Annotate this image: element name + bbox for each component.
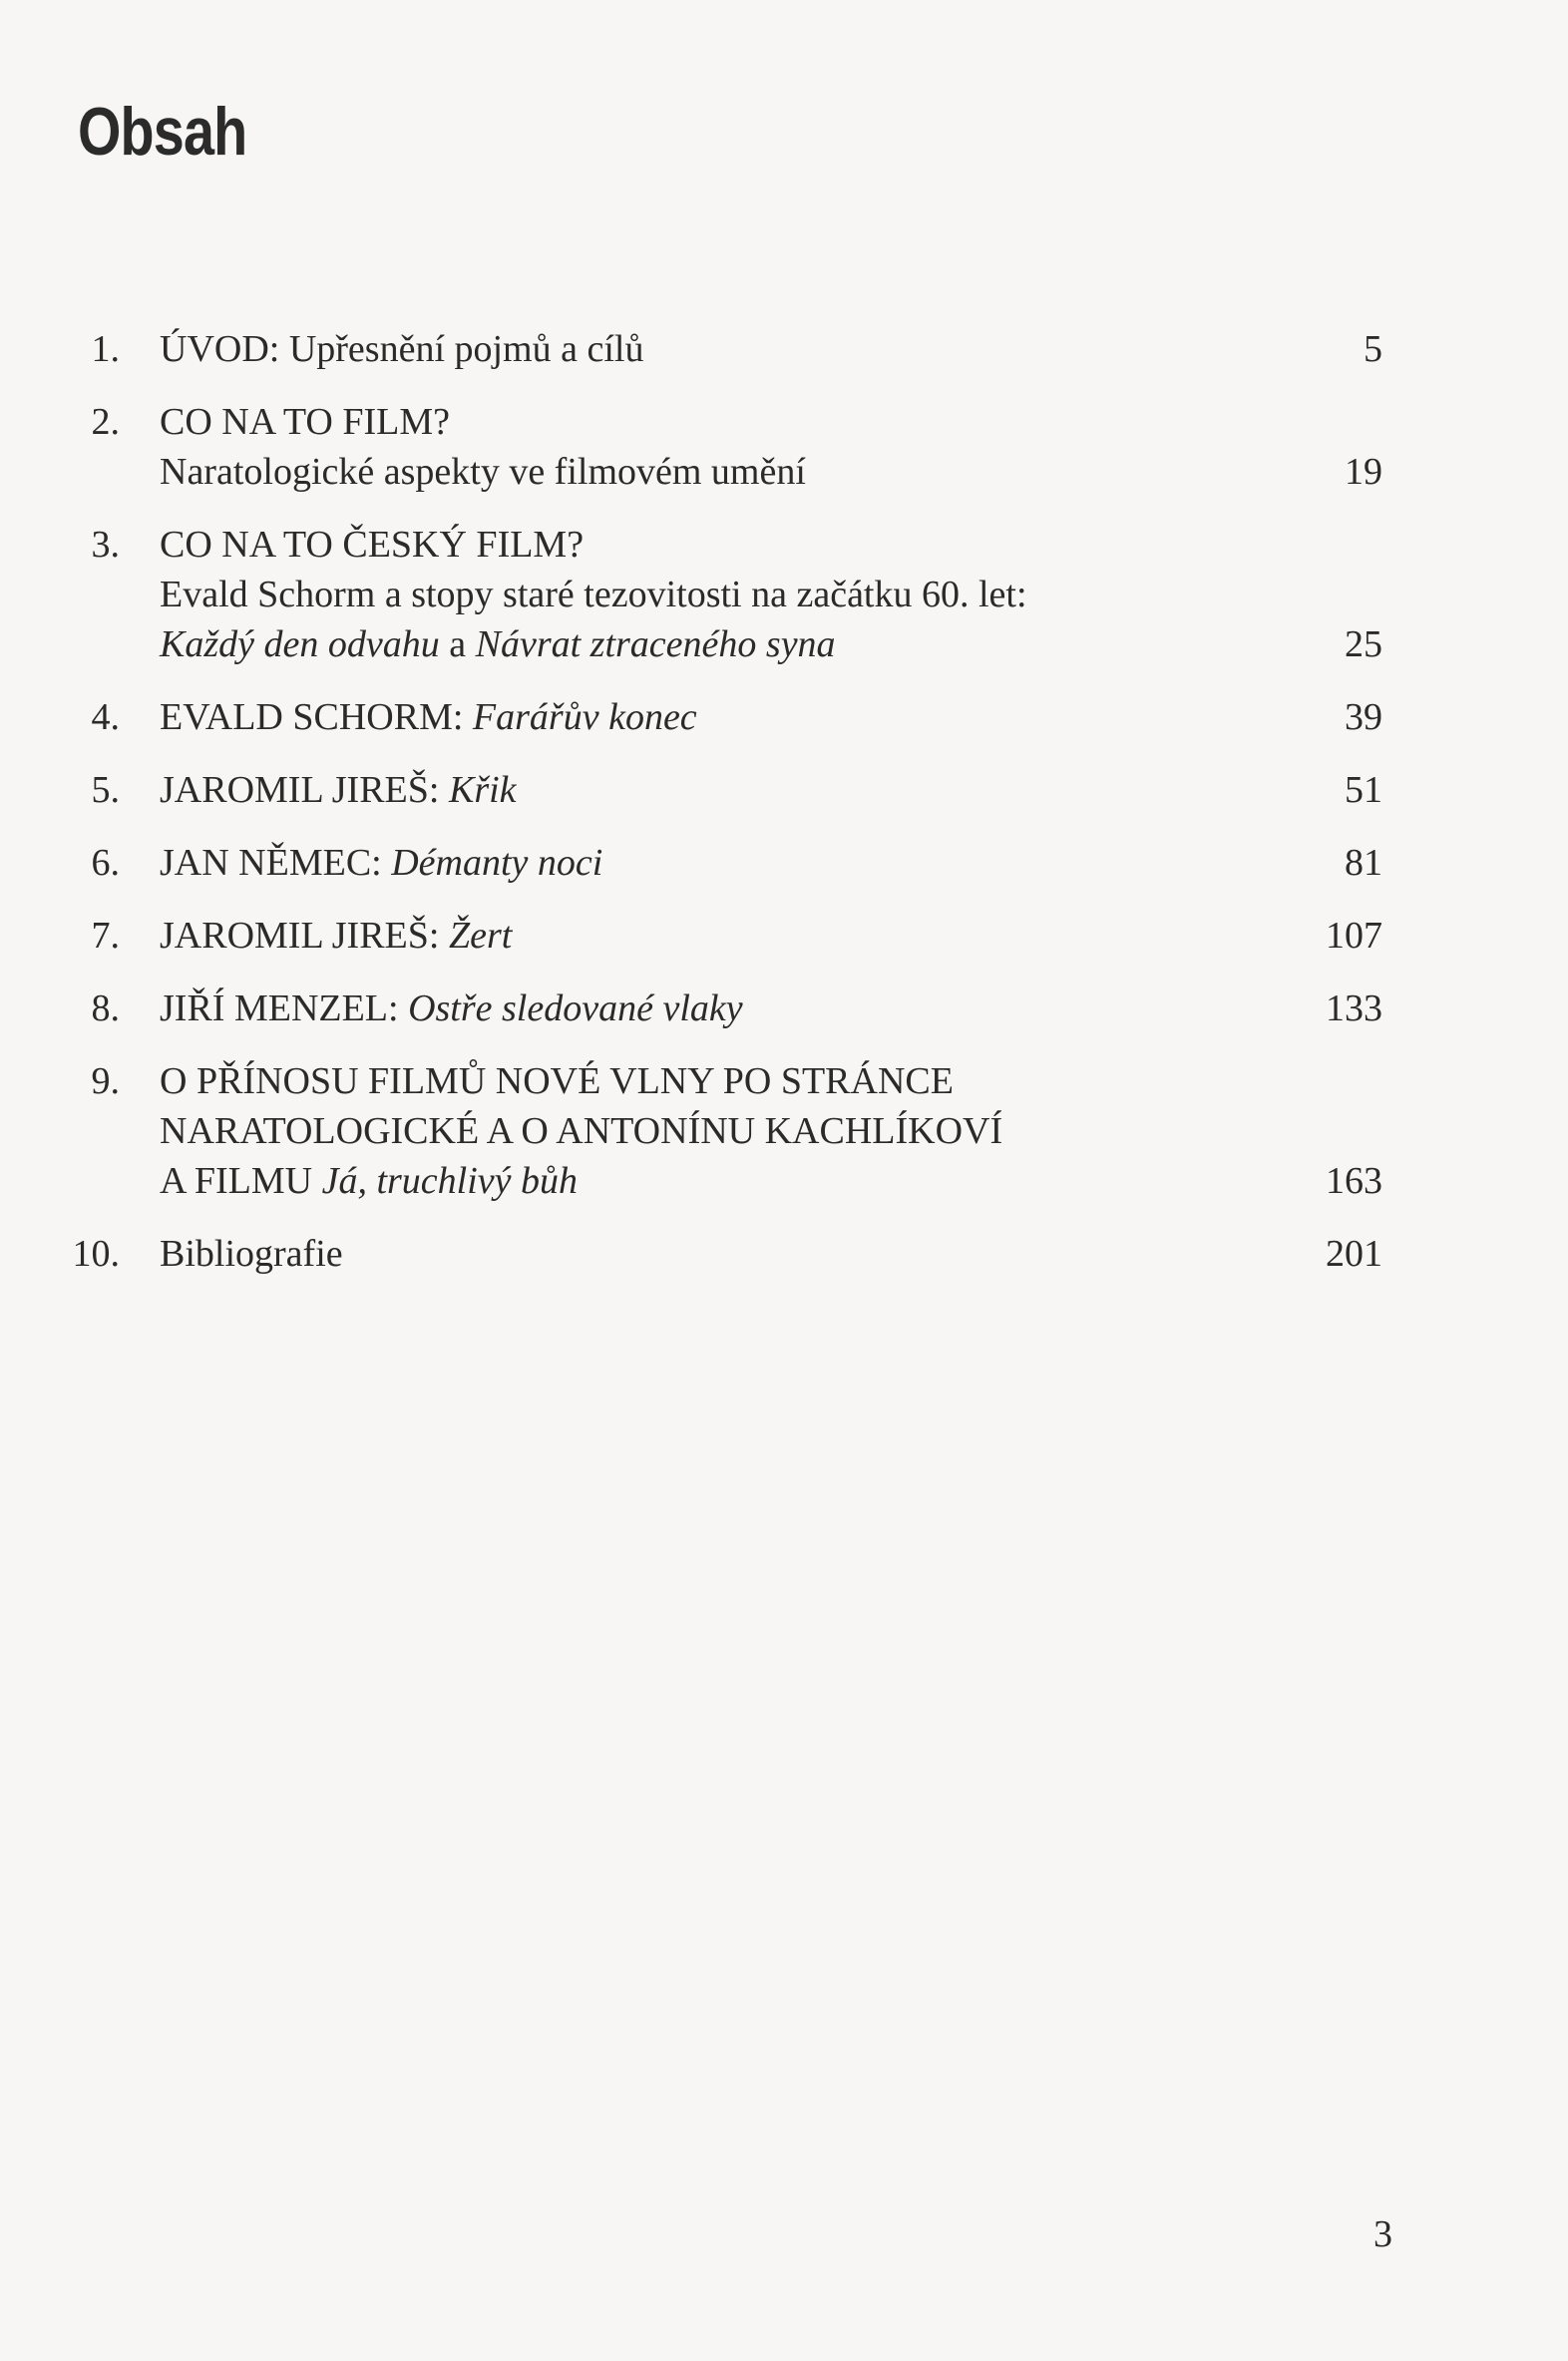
toc-entry-number: 6. [91,842,120,884]
toc-title-italic-segment: Farářův konec [472,696,697,738]
toc-entry-page: 19 [1345,451,1382,493]
toc-entry-number: 3. [91,524,120,566]
toc-entry [60,838,1382,888]
toc-entry-title [160,520,1263,669]
toc-title-segment: NARATOLOGICKÉ A O ANTONÍNU KACHLÍKOVÍ [160,1110,1003,1152]
toc-title-italic-segment: Návrat ztraceného syna [475,623,836,665]
toc-entry-title-line [160,1056,1263,1106]
toc-entry-page: 51 [1345,769,1382,811]
toc-entry-title-line [160,984,1263,1033]
toc-entry-title-line [160,619,1263,669]
toc-entry-number: 2. [91,401,120,443]
toc-entry-page: 133 [1326,987,1382,1029]
toc-entry-title [160,397,1263,497]
page-number: 3 [1373,2213,1392,2255]
toc-entry-title-line [160,324,1263,374]
toc-title-segment: EVALD SCHORM: [160,696,473,738]
toc-title-italic-segment: Žert [448,915,513,957]
toc-entry-number: 9. [91,1060,120,1102]
table-of-contents [60,324,1382,1302]
toc-title-italic-segment: Ostře sledované vlaky [408,987,743,1029]
toc-entry-title-line [160,838,1263,888]
toc-entry-number: 7. [91,915,120,957]
toc-entry [60,324,1382,374]
toc-entry [60,911,1382,961]
toc-title-segment: JAROMIL JIREŠ: [160,915,449,957]
toc-entry-title [160,911,1263,961]
toc-entry [60,984,1382,1033]
toc-title-italic-segment: Křik [448,769,517,811]
toc-entry-title-line [160,1156,1263,1206]
toc-entry [60,397,1382,497]
toc-entry-title-line [160,692,1263,742]
toc-entry-title-line [160,520,1263,570]
toc-title-segment: Bibliografie [160,1233,343,1275]
toc-title-segment: Naratologické aspekty ve filmovém umění [160,451,806,493]
toc-entry-title-line [160,447,1263,497]
toc-title-italic-segment: Každý den odvahu [160,623,440,665]
toc-title-segment: ÚVOD: Upřesnění pojmů a cílů [160,328,644,370]
toc-entry-title-line [160,911,1263,961]
toc-entry-page: 25 [1345,623,1382,665]
toc-entry-title-line [160,1229,1263,1279]
toc-title-segment: JAROMIL JIREŠ: [160,769,449,811]
toc-entry-number: 4. [91,696,120,738]
toc-entry-title [160,984,1263,1033]
toc-entry-number: 8. [91,987,120,1029]
toc-entry-title-line [160,397,1263,447]
toc-entry [60,1229,1382,1279]
toc-title-segment: Evald Schorm a stopy staré tezovitosti na začátku 60. let: [160,574,1027,615]
toc-entry-number: 5. [91,769,120,811]
toc-title-segment: a [439,623,476,665]
toc-entry-title-line [160,1106,1263,1156]
toc-entry-page: 107 [1326,915,1382,957]
toc-entry [60,520,1382,669]
toc-entry-title [160,1056,1263,1206]
toc-entry-title [160,324,1263,374]
toc-title-italic-segment: Démanty noci [391,842,603,884]
toc-title-segment: JAN NĚMEC: [160,842,392,884]
toc-entry-page: 5 [1364,328,1382,370]
toc-entry-number: 1. [91,328,120,370]
toc-entry-title [160,765,1263,815]
toc-entry-page: 81 [1345,842,1382,884]
toc-entry [60,1056,1382,1206]
toc-title-segment: CO NA TO ČESKÝ FILM? [160,524,585,566]
toc-entry-page: 201 [1326,1233,1382,1275]
toc-title-segment: CO NA TO FILM? [160,401,451,443]
toc-entry-title [160,692,1263,742]
toc-entry-page: 39 [1345,696,1382,738]
toc-title-italic-segment: Já, truchlivý bůh [321,1160,579,1202]
toc-entry-title-line [160,570,1263,619]
page-title: Obsah [78,94,247,170]
toc-entry [60,692,1382,742]
toc-entry-page: 163 [1326,1160,1382,1202]
toc-entry [60,765,1382,815]
toc-title-segment: O PŘÍNOSU FILMŮ NOVÉ VLNY PO STRÁNCE [160,1060,954,1102]
toc-entry-title-line [160,765,1263,815]
toc-entry-title [160,838,1263,888]
toc-entry-number: 10. [72,1233,120,1275]
toc-entry-title [160,1229,1263,1279]
toc-title-segment: A FILMU [160,1160,322,1202]
toc-title-segment: JIŘÍ MENZEL: [160,987,409,1029]
